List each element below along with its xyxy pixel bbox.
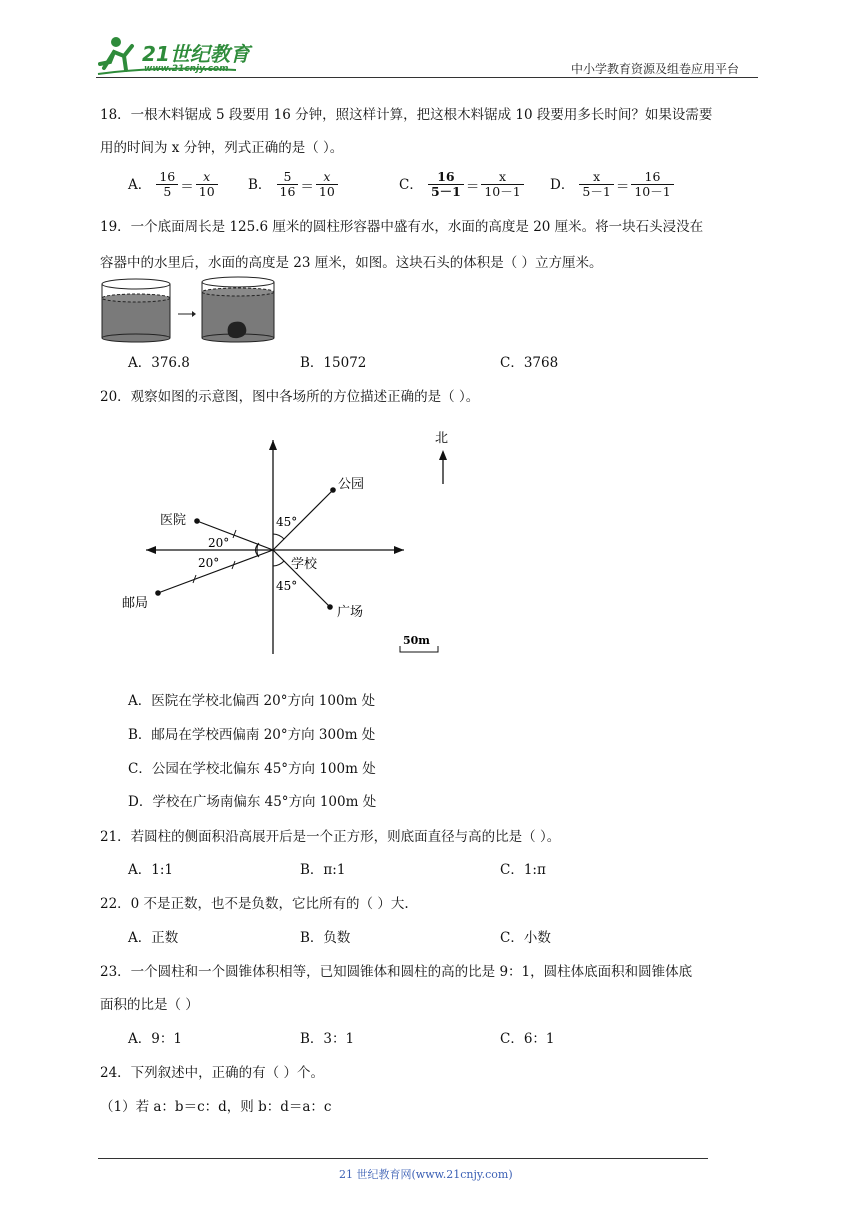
q24-stem: 24．下列叙述中，正确的有（ ）个。 [100, 1065, 324, 1081]
q20-direction-figure [100, 420, 480, 669]
scale-label: 50m [403, 634, 430, 647]
q20-option-a[interactable]: A．医院在学校北偏西 20°方向 100m 处 [128, 693, 376, 709]
q19-stem-line1: 19．一个底面周长是 125.6 厘米的圆柱形容器中盛有水，水面的高度是 20 厘米。将一块石头浸没在 [100, 219, 704, 235]
q18-option-d[interactable]: D． $\frac{x}{5-1}$ ＝ $\frac{16}{10-1}$ [550, 170, 674, 199]
footer-link[interactable]: 21 世纪教育网(www.21cnjy.com) [339, 1168, 513, 1181]
q18-stem-line2: 用的时间为 x 分钟，列式正确的是（ ）。 [100, 140, 344, 156]
q18-option-b[interactable]: B． $\frac{5}{16}$ ＝ $\frac{x}{10}$ [248, 170, 338, 199]
q21-option-a[interactable]: A．1:1 [128, 862, 173, 878]
hospital-label: 医院 [160, 513, 187, 528]
q23-stem-line2: 面积的比是（ ） [100, 997, 199, 1013]
header-platform-text: 中小学教育资源及组卷应用平台 [571, 62, 740, 76]
q19-option-a[interactable]: A．376.8 [128, 355, 190, 371]
fraction: $\frac{16}{10-1}$ [631, 170, 673, 199]
q24-statement-1: （1）若 a：b＝c：d，则 b：d＝a：c [100, 1099, 332, 1115]
fraction: $\frac{16}{5}$ [156, 170, 178, 199]
option-label: A． [128, 177, 152, 193]
angle-label: 45° [276, 579, 298, 593]
post-office-label: 邮局 [122, 596, 149, 611]
stone-shape [228, 322, 247, 339]
footer-rule [98, 1158, 708, 1159]
fraction: $\frac{x}{10}$ [196, 170, 218, 199]
q21-stem: 21．若圆柱的侧面积沿高展开后是一个正方形，则底面直径与高的比是（ ）。 [100, 829, 561, 845]
q22-option-c[interactable]: C．小数 [500, 930, 551, 946]
angle-label: 20° [198, 556, 220, 570]
q21-option-b[interactable]: B．π:1 [300, 862, 346, 878]
q20-option-b[interactable]: B．邮局在学校西偏南 20°方向 300m 处 [128, 727, 376, 743]
option-label: B． [248, 177, 272, 193]
q22-option-a[interactable]: A．正数 [128, 930, 179, 946]
fraction: $\frac{16}{5-1}$ [428, 170, 464, 199]
school-label: 学校 [291, 557, 318, 572]
q21-option-c[interactable]: C．1:π [500, 862, 546, 878]
q20-stem: 20．观察如图的示意图，图中各场所的方位描述正确的是（ ）。 [100, 389, 480, 405]
q22-stem: 22．0 不是正数，也不是负数，它比所有的（ ）大. [100, 896, 409, 912]
angle-label: 20° [208, 536, 230, 550]
fraction: $\frac{x}{10}$ [316, 170, 338, 199]
q19-option-c[interactable]: C．3768 [500, 355, 559, 371]
q18-stem-line1: 18．一根木料锯成 5 段要用 16 分钟，照这样计算，把这根木料锯成 10 段要用多长时间？如果设需要 [100, 107, 713, 123]
q18-option-a[interactable]: A． $\frac{16}{5}$ ＝ $\frac{x}{10}$ [128, 170, 218, 199]
angle-label: 45° [276, 515, 298, 529]
q23-option-c[interactable]: C．6：1 [500, 1031, 555, 1047]
option-label: D． [550, 177, 575, 193]
fraction: $\frac{5}{16}$ [277, 170, 299, 199]
q20-option-c[interactable]: C．公园在学校北偏东 45°方向 100m 处 [128, 761, 376, 777]
square-label: 广场 [337, 605, 364, 620]
logo-title: 21世纪教育 [142, 42, 250, 66]
q22-option-b[interactable]: B．负数 [300, 930, 351, 946]
q23-option-a[interactable]: A．9：1 [128, 1031, 182, 1047]
north-label: 北 [435, 431, 449, 446]
q19-option-b[interactable]: B．15072 [300, 355, 367, 371]
option-label: C． [399, 177, 423, 193]
q19-cylinder-figure [98, 276, 282, 350]
logo-url: www.21cnjy.com [144, 64, 229, 74]
q23-option-b[interactable]: B．3：1 [300, 1031, 355, 1047]
fraction: $\frac{x}{10-1}$ [481, 170, 523, 199]
fraction: $\frac{x}{5-1}$ [579, 170, 613, 199]
q23-stem-line1: 23．一个圆柱和一个圆锥体积相等，已知圆锥体和圆柱的高的比是 9：1，圆柱体底面积和圆锥体底 [100, 964, 693, 980]
q20-option-d[interactable]: D．学校在广场南偏东 45°方向 100m 处 [128, 794, 377, 810]
q18-option-c[interactable]: C． $\frac{16}{5-1}$ ＝ $\frac{x}{10-1}$ [399, 170, 524, 199]
park-label: 公园 [338, 477, 365, 492]
header-rule [96, 77, 758, 78]
q19-stem-line2: 容器中的水里后，水面的高度是 23 厘米，如图。这块石头的体积是（ ）立方厘米。 [100, 255, 603, 271]
